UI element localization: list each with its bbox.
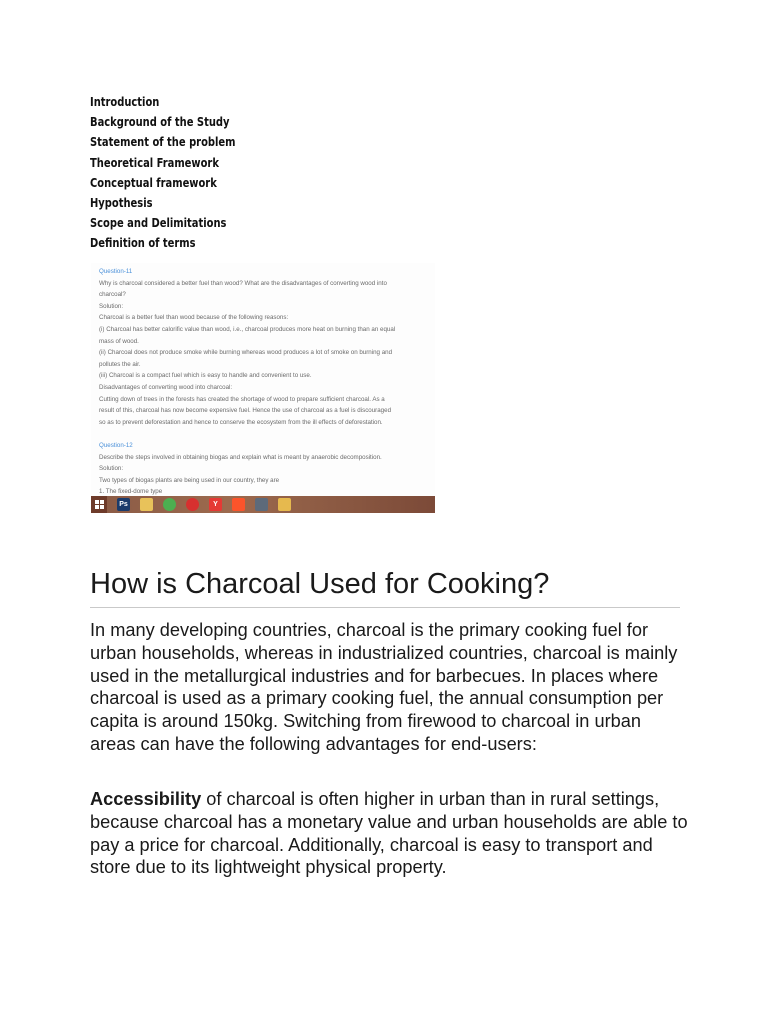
screenshot-line: (ii) Charcoal does not produce smoke while burning whereas wood produces a lot of smoke on burning and: [99, 349, 393, 357]
toc-item: Scope and Delimitations: [90, 216, 227, 231]
toc-item: Definition of terms: [90, 236, 196, 251]
screenshot-line: 1. The fixed-dome type: [99, 488, 163, 496]
toc-item: Hypothesis: [90, 196, 153, 211]
screenshot-line: Charcoal is a better fuel than wood because of the following reasons:: [99, 314, 289, 322]
embedded-screenshot: [91, 263, 435, 513]
toc-item: Conceptual framework: [90, 175, 217, 190]
screenshot-line: mass of wood.: [99, 337, 139, 345]
screenshot-line: (i) Charcoal has better calorific value than wood, i.e., charcoal produces more heat on burning than an equal: [99, 325, 396, 333]
windows-start-icon: [91, 496, 107, 513]
screenshot-line: charcoal?: [99, 291, 126, 299]
screenshot-line: (iii) Charcoal is a compact fuel which is easy to handle and convenient to use.: [99, 372, 312, 380]
folder-icon: [278, 498, 291, 511]
toc-item: Introduction: [90, 95, 160, 109]
screenshot-line: Why is charcoal considered a better fuel than wood? What are the disadvantages of converting wood into: [99, 279, 387, 287]
article-title: How is Charcoal Used for Cooking?: [90, 568, 550, 600]
screenshot-line: Question-11: [99, 268, 133, 275]
chrome-icon: [163, 498, 176, 511]
brave-icon: [232, 498, 245, 511]
screenshot-line: Describe the steps involved in obtaining biogas and explain what is meant by anaerobic decomposition.: [99, 453, 382, 461]
toc-item: Statement of the problem: [90, 135, 236, 150]
screenshot-text: [99, 266, 431, 498]
paragraph-intro: In many developing countries, charcoal is the primary cooking fuel for urban households, whereas in industrialized countries, charcoal is mainly used in the metallurgical industries and for barbecues. In places where charcoal is used as a primary cooking fuel, the annual consumption per capita is around 150kg. Switching from firewood to charcoal in urban areas can have the following advantages for end-users:: [90, 620, 678, 754]
photoshop-icon: Ps: [117, 498, 130, 511]
screenshot-line: result of this, charcoal has now become expensive fuel. Hence the use of charcoal as a fuel is discouraged: [99, 407, 392, 415]
toc-item: Theoretical Framework: [90, 155, 219, 170]
yandex-icon: Y: [209, 498, 222, 511]
paragraph-accessibility: [90, 788, 690, 879]
screenshot-line: Solution:: [99, 302, 124, 310]
table-of-contents: [90, 92, 236, 254]
screenshot-line: so as to prevent deforestation and hence to conserve the ecosystem from the ill effects of deforestation.: [99, 418, 383, 426]
toc-item: Background of the Study: [90, 115, 230, 130]
file-explorer-icon: [140, 498, 153, 511]
screenshot-line: pollutes the air.: [99, 360, 141, 368]
windows-taskbar: [91, 496, 435, 513]
title-divider: [90, 607, 680, 608]
screenshot-line: Cutting down of trees in the forests has created the shortage of wood to prepare sufficient charcoal. As a: [99, 395, 385, 403]
screenshot-line: Two types of biogas plants are being used in our country, they are: [99, 476, 280, 484]
screenshot-line: Disadvantages of converting wood into charcoal:: [99, 383, 233, 391]
accessibility-text: of charcoal is often higher in urban than in rural settings, because charcoal has a monetary value and urban households are able to pay a price for charcoal. Additionally, charcoal is easy to transport and store due to its lightweight physical property.: [90, 789, 688, 878]
accessibility-term: Accessibility: [90, 789, 202, 809]
screenshot-line: Question-12: [99, 441, 133, 449]
screenshot-line: [99, 428, 431, 440]
opera-icon: [186, 498, 199, 511]
media-icon: [255, 498, 268, 511]
screenshot-line: Solution:: [99, 465, 124, 473]
